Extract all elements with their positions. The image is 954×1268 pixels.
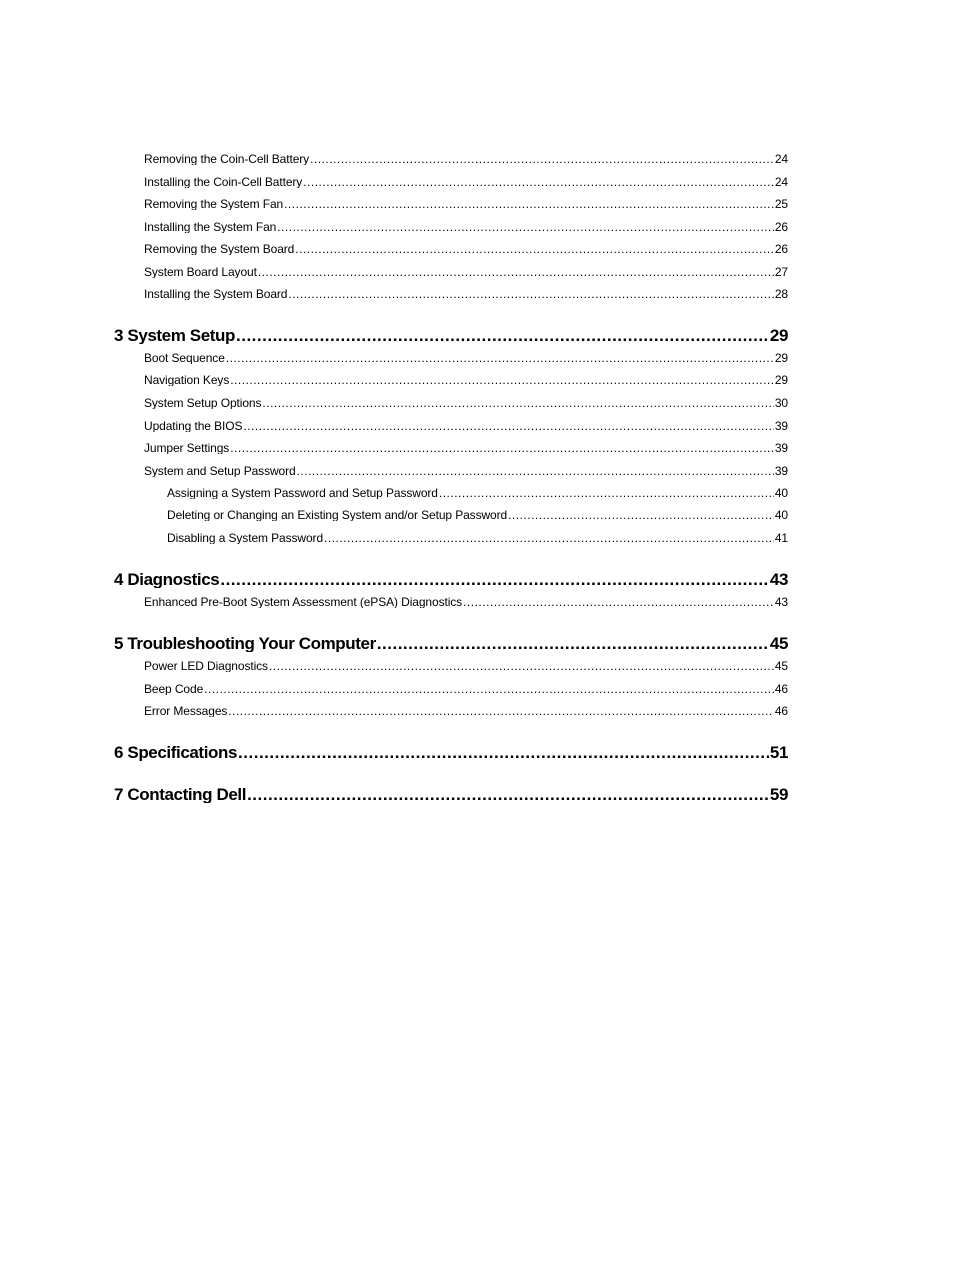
toc-page-number: 51 (769, 744, 788, 761)
toc-page-number: 39 (774, 465, 788, 477)
toc-chapter-entry[interactable] (114, 635, 788, 652)
toc-entry-title: Beep Code (144, 683, 204, 695)
toc-page-number: 46 (774, 683, 788, 695)
toc-entry[interactable] (144, 221, 788, 233)
toc-entry-title: Deleting or Changing an Existing System and/or Setup Password (167, 509, 508, 521)
toc-dot-leader (269, 660, 774, 672)
toc-dot-leader (258, 266, 774, 278)
toc-dot-leader (439, 487, 774, 499)
toc-dot-leader (220, 571, 769, 588)
toc-page-number: 24 (774, 153, 788, 165)
toc-entry-title: Removing the System Fan (144, 198, 284, 210)
toc-entry[interactable] (144, 198, 788, 210)
toc-entry-title: Removing the Coin-Cell Battery (144, 153, 310, 165)
toc-dot-leader (284, 198, 774, 210)
toc-entry-title: Error Messages (144, 705, 228, 717)
toc-dot-leader (508, 509, 774, 521)
toc-page-number: 43 (769, 571, 788, 588)
toc-dot-leader (295, 243, 774, 255)
toc-entry[interactable] (167, 487, 788, 499)
toc-entry-title: Power LED Diagnostics (144, 660, 268, 672)
toc-page-number: 28 (774, 288, 788, 300)
toc-page-number: 26 (774, 243, 788, 255)
toc-page-number: 39 (774, 442, 788, 454)
toc-dot-leader (288, 288, 773, 300)
toc-page-number: 40 (774, 487, 788, 499)
toc-entry[interactable] (144, 374, 788, 386)
toc-entry-title: Jumper Settings (144, 442, 230, 454)
toc-page-number: 43 (774, 596, 788, 608)
toc-chapter-entry[interactable] (114, 327, 788, 344)
toc-dot-leader (277, 221, 774, 233)
toc-page-number: 59 (769, 786, 788, 803)
toc-page-number: 29 (769, 327, 788, 344)
toc-entry-title: 5 Troubleshooting Your Computer (114, 635, 376, 652)
toc-entry-title: 6 Specifications (114, 744, 238, 761)
toc-entry-title: 3 System Setup (114, 327, 236, 344)
toc-page-number: 45 (769, 635, 788, 652)
toc-dot-leader (303, 176, 774, 188)
toc-entry-title: System and Setup Password (144, 465, 296, 477)
toc-chapter-entry[interactable] (114, 571, 788, 588)
toc-page-number: 25 (774, 198, 788, 210)
toc-entry[interactable] (144, 465, 788, 477)
toc-dot-leader (377, 635, 769, 652)
toc-dot-leader (310, 153, 774, 165)
toc-entry-title: Disabling a System Password (167, 532, 324, 544)
toc-chapter-entry[interactable] (114, 786, 788, 803)
toc-dot-leader (204, 683, 774, 695)
toc-entry-title: Navigation Keys (144, 374, 230, 386)
toc-page-number: 41 (774, 532, 788, 544)
toc-entry-title: Updating the BIOS (144, 420, 243, 432)
toc-page-number: 24 (774, 176, 788, 188)
toc-entry-title: System Setup Options (144, 397, 262, 409)
toc-entry-title: System Board Layout (144, 266, 257, 278)
toc-page-number: 29 (774, 374, 788, 386)
toc-page-number: 29 (774, 352, 788, 364)
toc-dot-leader (297, 465, 774, 477)
toc-dot-leader (226, 352, 774, 364)
toc-page-number: 30 (774, 397, 788, 409)
toc-dot-leader (463, 596, 774, 608)
toc-page-number: 45 (774, 660, 788, 672)
toc-entry[interactable] (144, 397, 788, 409)
toc-entry[interactable] (144, 420, 788, 432)
toc-entry[interactable] (167, 509, 788, 521)
toc-entry-title: Assigning a System Password and Setup Password (167, 487, 438, 499)
toc-dot-leader (243, 420, 773, 432)
toc-entry[interactable] (144, 153, 788, 165)
toc-dot-leader (324, 532, 774, 544)
toc-dot-leader (247, 786, 769, 803)
toc-entry-title: Enhanced Pre-Boot System Assessment (ePSA) Diagnostics (144, 596, 463, 608)
toc-dot-leader (230, 374, 774, 386)
toc-entry[interactable] (144, 243, 788, 255)
toc-entry-title: 7 Contacting Dell (114, 786, 247, 803)
toc-dot-leader (262, 397, 773, 409)
toc-entry-title: Removing the System Board (144, 243, 295, 255)
toc-dot-leader (230, 442, 774, 454)
toc-entry[interactable] (144, 442, 788, 454)
toc-entry[interactable] (167, 532, 788, 544)
toc-dot-leader (238, 744, 769, 761)
toc-dot-leader (228, 705, 774, 717)
toc-entry[interactable] (144, 352, 788, 364)
toc-entry[interactable] (144, 288, 788, 300)
toc-entry[interactable] (144, 660, 788, 672)
toc-dot-leader (236, 327, 769, 344)
toc-entry[interactable] (144, 683, 788, 695)
toc-entry-title: 4 Diagnostics (114, 571, 220, 588)
toc-entry-title: Installing the System Fan (144, 221, 277, 233)
toc-page-number: 26 (774, 221, 788, 233)
toc-page-number: 27 (774, 266, 788, 278)
toc-entry[interactable] (144, 266, 788, 278)
toc-entry-title: Installing the System Board (144, 288, 288, 300)
toc-entry[interactable] (144, 705, 788, 717)
toc-entry[interactable] (144, 176, 788, 188)
toc-entry-title: Boot Sequence (144, 352, 225, 364)
toc-chapter-entry[interactable] (114, 744, 788, 761)
toc-page-number: 46 (774, 705, 788, 717)
toc-entry-title: Installing the Coin-Cell Battery (144, 176, 303, 188)
toc-entry[interactable] (144, 596, 788, 608)
toc-page-number: 40 (774, 509, 788, 521)
toc-page-number: 39 (774, 420, 788, 432)
